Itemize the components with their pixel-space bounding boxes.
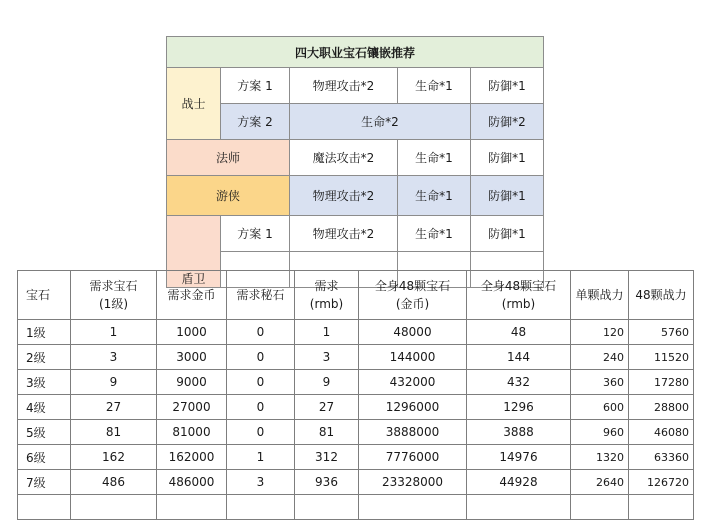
header-total-48-gold: 全身48颗宝石 (金币) bbox=[359, 271, 467, 320]
cell-total-48-rmb: 14976 bbox=[467, 445, 571, 470]
table-header-row bbox=[18, 271, 694, 320]
cell-total-48-rmb: 1296 bbox=[467, 395, 571, 420]
cell-required-rmb: 1 bbox=[295, 320, 359, 345]
cell-required-secret-stone: 0 bbox=[227, 370, 295, 395]
mage-gem1: 魔法攻击*2 bbox=[290, 140, 398, 176]
cell-required-rmb: 3 bbox=[295, 345, 359, 370]
cell-total-48-power: 46080 bbox=[629, 420, 694, 445]
cell-required-gems: 9 bbox=[71, 370, 157, 395]
cell-level: 1级 bbox=[18, 320, 71, 345]
table-row bbox=[18, 395, 694, 420]
cell-required-rmb: 81 bbox=[295, 420, 359, 445]
table-row bbox=[18, 370, 694, 395]
cell-single-power: 240 bbox=[571, 345, 629, 370]
table-title: 四大职业宝石镶嵌推荐 bbox=[167, 37, 544, 68]
cell-required-gold: 162000 bbox=[157, 445, 227, 470]
class-warrior: 战士 bbox=[167, 68, 221, 140]
warrior-plan2-gem1: 生命*2 bbox=[290, 104, 471, 140]
warrior-plan2-label: 方案 2 bbox=[221, 104, 290, 140]
cell-single-power: 2640 bbox=[571, 470, 629, 495]
table-row bbox=[18, 495, 694, 520]
header-total-48-power: 48颗战力 bbox=[629, 271, 694, 320]
header-required-gold: 需求金币 bbox=[157, 271, 227, 320]
cell-required-secret-stone: 0 bbox=[227, 395, 295, 420]
warrior-plan1-gem1: 物理攻击*2 bbox=[290, 68, 398, 104]
table-row bbox=[18, 445, 694, 470]
class-mage: 法师 bbox=[167, 140, 290, 176]
cell-required-gems: 81 bbox=[71, 420, 157, 445]
cell-total-48-rmb: 432 bbox=[467, 370, 571, 395]
table-row bbox=[18, 470, 694, 495]
cell-total-48-gold: 432000 bbox=[359, 370, 467, 395]
cell-required-rmb: 312 bbox=[295, 445, 359, 470]
cell-required-secret-stone: 0 bbox=[227, 420, 295, 445]
class-guardian: 盾卫 bbox=[167, 216, 221, 288]
mage-gem2: 生命*1 bbox=[398, 140, 471, 176]
cell-required-gems: 27 bbox=[71, 395, 157, 420]
guardian-plan1-label: 方案 1 bbox=[221, 216, 290, 252]
cell-level: 6级 bbox=[18, 445, 71, 470]
cell-required-gold: 81000 bbox=[157, 420, 227, 445]
cell-required-gold: 3000 bbox=[157, 345, 227, 370]
cell-required-rmb: 936 bbox=[295, 470, 359, 495]
cell-required-gems: 3 bbox=[71, 345, 157, 370]
cell-total-48-rmb: 3888 bbox=[467, 420, 571, 445]
guardian-plan1-gem2: 生命*1 bbox=[398, 216, 471, 252]
guardian-plan1-gem1: 物理攻击*2 bbox=[290, 216, 398, 252]
cell-single-power: 1320 bbox=[571, 445, 629, 470]
ranger-gem3: 防御*1 bbox=[471, 176, 544, 216]
cell-level: 4级 bbox=[18, 395, 71, 420]
warrior-plan1-gem3: 防御*1 bbox=[471, 68, 544, 104]
cell-level: 5级 bbox=[18, 420, 71, 445]
cell-required-rmb: 9 bbox=[295, 370, 359, 395]
header-single-power: 单颗战力 bbox=[571, 271, 629, 320]
cell-single-power: 600 bbox=[571, 395, 629, 420]
cell-total-48-gold: 1296000 bbox=[359, 395, 467, 420]
cell-required-gems: 486 bbox=[71, 470, 157, 495]
cell-level: 2级 bbox=[18, 345, 71, 370]
cell-required-gold: 1000 bbox=[157, 320, 227, 345]
ranger-gem1: 物理攻击*2 bbox=[290, 176, 398, 216]
cell-required-secret-stone: 0 bbox=[227, 345, 295, 370]
cell-required-secret-stone: 0 bbox=[227, 320, 295, 345]
gem-grid bbox=[17, 270, 694, 520]
cell-required-gems: 1 bbox=[71, 320, 157, 345]
table-row bbox=[18, 420, 694, 445]
warrior-plan1-gem2: 生命*1 bbox=[398, 68, 471, 104]
cell-required-gold: 27000 bbox=[157, 395, 227, 420]
cell-required-gems: 162 bbox=[71, 445, 157, 470]
warrior-plan1-label: 方案 1 bbox=[221, 68, 290, 104]
cell-total-48-power: 28800 bbox=[629, 395, 694, 420]
cell-required-secret-stone: 3 bbox=[227, 470, 295, 495]
cell-single-power: 360 bbox=[571, 370, 629, 395]
table-row bbox=[18, 320, 694, 345]
cell-total-48-rmb: 44928 bbox=[467, 470, 571, 495]
cell-single-power: 960 bbox=[571, 420, 629, 445]
cell-total-48-gold: 3888000 bbox=[359, 420, 467, 445]
cell-total-48-rmb: 144 bbox=[467, 345, 571, 370]
cell-total-48-power: 5760 bbox=[629, 320, 694, 345]
header-required-rmb: 需求 (rmb) bbox=[295, 271, 359, 320]
cell-required-secret-stone: 1 bbox=[227, 445, 295, 470]
header-level: 宝石 bbox=[18, 271, 71, 320]
class-gem-recommendation-table bbox=[166, 36, 544, 286]
cell-total-48-gold: 144000 bbox=[359, 345, 467, 370]
guardian-plan1-gem3: 防御*1 bbox=[471, 216, 544, 252]
cell-total-48-power: 17280 bbox=[629, 370, 694, 395]
cell-total-48-rmb: 48 bbox=[467, 320, 571, 345]
table-row bbox=[18, 345, 694, 370]
ranger-gem2: 生命*1 bbox=[398, 176, 471, 216]
header-required-secret-stone: 需求秘石 bbox=[227, 271, 295, 320]
cell-level: 7级 bbox=[18, 470, 71, 495]
cell-total-48-power: 63360 bbox=[629, 445, 694, 470]
mage-gem3: 防御*1 bbox=[471, 140, 544, 176]
cell-total-48-power: 126720 bbox=[629, 470, 694, 495]
recommendation-grid bbox=[166, 36, 544, 288]
cell-required-gold: 9000 bbox=[157, 370, 227, 395]
class-ranger: 游侠 bbox=[167, 176, 290, 216]
cell-level: 3级 bbox=[18, 370, 71, 395]
cell-total-48-gold: 48000 bbox=[359, 320, 467, 345]
warrior-plan2-gem2: 防御*2 bbox=[471, 104, 544, 140]
cell-total-48-power: 11520 bbox=[629, 345, 694, 370]
cell-total-48-gold: 7776000 bbox=[359, 445, 467, 470]
cell-total-48-gold: 23328000 bbox=[359, 470, 467, 495]
cell-required-rmb: 27 bbox=[295, 395, 359, 420]
gem-level-cost-table bbox=[17, 270, 697, 496]
cell-single-power: 120 bbox=[571, 320, 629, 345]
header-total-48-rmb: 全身48颗宝石 (rmb) bbox=[467, 271, 571, 320]
cell-required-gold: 486000 bbox=[157, 470, 227, 495]
header-required-gems: 需求宝石 (1级) bbox=[71, 271, 157, 320]
